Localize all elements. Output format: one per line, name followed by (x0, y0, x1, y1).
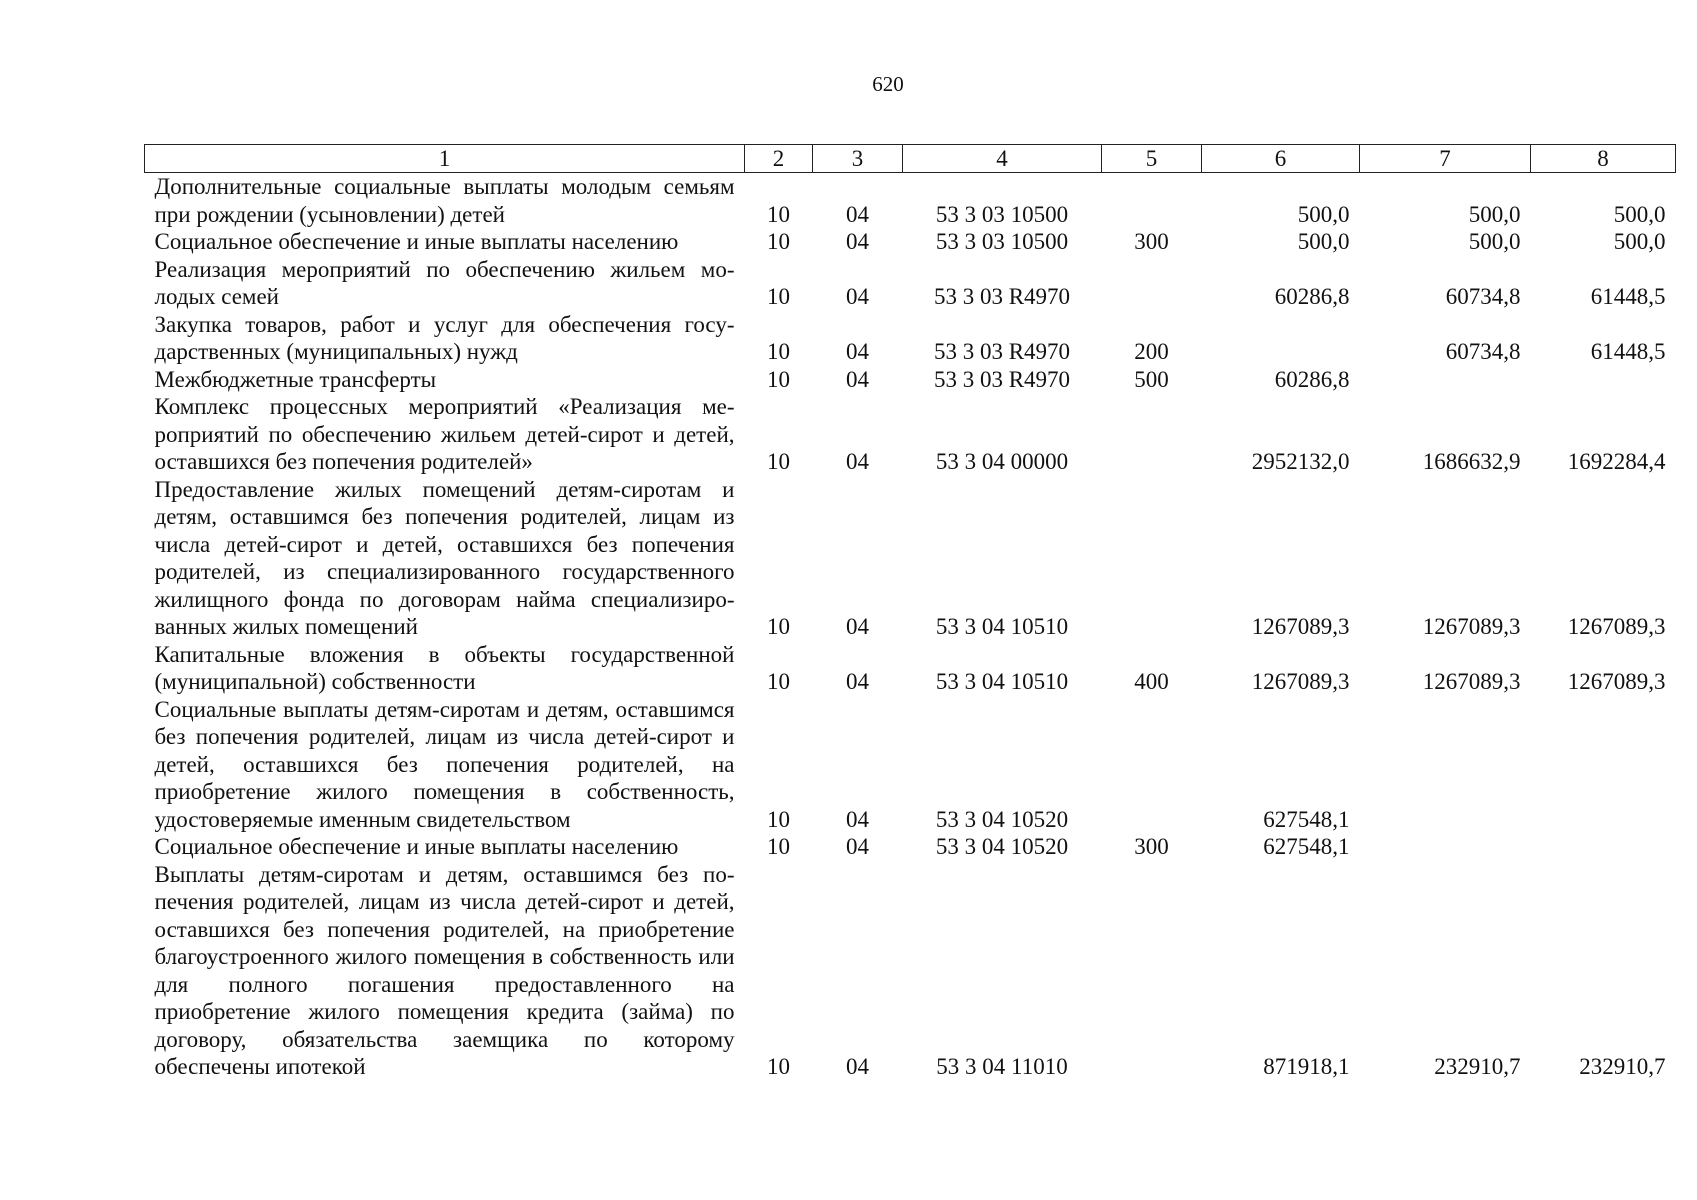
row-subsection: 04 (846, 669, 869, 694)
row-section: 10 (767, 339, 790, 364)
row-amount-col-6: 500,0 (1297, 201, 1350, 227)
row-expense-type: 200 (1134, 339, 1169, 364)
row-amount-col-8: 1692284,4 (1567, 449, 1666, 474)
row-expense-type (1102, 256, 1202, 311)
table-row (145, 641, 1676, 696)
row-target-code: 53 3 04 10510 (935, 669, 1069, 694)
row-amount-col-7: 60734,8 (1445, 339, 1521, 364)
row-amount-col-7 (1360, 366, 1531, 394)
row-amount-col-6: 500,0 (1297, 229, 1350, 254)
row-amount-col-8: 232910,7 (1579, 1054, 1666, 1079)
row-target-code: 53 3 03 R4970 (933, 339, 1071, 364)
row-name: Социальные выплаты детям-сиротам и детям, оставшимся без попечения родителей, лицам из числа детей-сирот и детей, оставшихся без попечения родителей, на приобретение жилого помещения в собственность, удостоверяемые именным свидетельством (154, 696, 735, 832)
row-amount-col-6 (1202, 311, 1360, 366)
table-row (145, 228, 1676, 256)
header-col-4: 4 (903, 145, 1102, 173)
row-section: 10 (767, 366, 790, 392)
row-section: 10 (767, 284, 790, 309)
row-target-code: 53 3 04 11010 (936, 1054, 1068, 1079)
table-row (145, 861, 1676, 1081)
row-name: Комплекс процессных мероприятий «Реализация мероприятий по обеспечению жильем детей-сирот и детей, оставшихся без попечения родителей» (154, 394, 735, 474)
row-amount-col-7: 1267089,3 (1422, 614, 1521, 639)
row-subsection: 04 (846, 614, 869, 639)
row-target-code: 53 3 03 10500 (935, 229, 1069, 254)
row-target-code: 53 3 03 10500 (935, 201, 1069, 227)
row-section: 10 (767, 229, 790, 254)
row-subsection: 04 (846, 201, 869, 227)
row-expense-type: 500 (1134, 366, 1169, 392)
page-number: 620 (872, 72, 904, 96)
row-amount-col-6: 627548,1 (1263, 806, 1350, 832)
row-target-code: 53 3 04 10510 (935, 614, 1069, 639)
table-row (145, 256, 1676, 311)
table-row (145, 311, 1676, 366)
row-section: 10 (767, 614, 790, 639)
row-amount-col-6: 60286,8 (1274, 366, 1350, 392)
row-amount-col-8 (1531, 833, 1676, 861)
row-expense-type: 300 (1134, 834, 1169, 859)
row-name: Закупка товаров, работ и услуг для обеспечения государственных (муниципальных) нужд (154, 311, 735, 364)
header-col-2: 2 (745, 145, 813, 173)
row-section: 10 (767, 806, 790, 832)
row-subsection: 04 (846, 806, 869, 832)
row-amount-col-8: 1267089,3 (1567, 669, 1666, 694)
row-name: Капитальные вложения в объекты государственной (муниципальной) собственности (154, 641, 735, 694)
row-amount-col-7 (1360, 833, 1531, 861)
row-name: Предоставление жилых помещений детям-сиротам и детям, оставшимся без попечения родителей, лицам из числа детей-сирот и детей, оставшихся без попечения родителей, из специализированного государственного жилищного фонда по договорам найма специализированных жилых помещений (154, 476, 735, 639)
row-name: Социальное обеспечение и иные выплаты населению (154, 229, 679, 254)
row-section: 10 (767, 1054, 790, 1079)
row-target-code: 53 3 04 10520 (935, 806, 1069, 832)
row-amount-col-7: 60734,8 (1445, 284, 1521, 309)
row-subsection: 04 (846, 339, 869, 364)
row-section: 10 (767, 834, 790, 859)
row-amount-col-6: 1267089,3 (1251, 669, 1350, 694)
header-col-7: 7 (1360, 145, 1531, 173)
row-amount-col-8 (1531, 366, 1676, 394)
row-name: Выплаты детям-сиротам и детям, оставшимся без попечения родителей, лицам из числа детей-сирот и детей, оставшихся без попечения родителей, на приобретение благоустроенного жилого помещения в собственность или для полного погашения предоставленного на приобретение жилого помещения кредита (займа) по договору, обязательства заемщика по которому обеспечены ипотекой (154, 861, 735, 1079)
row-subsection: 04 (846, 834, 869, 859)
table-row (145, 476, 1676, 641)
row-subsection: 04 (846, 366, 869, 392)
row-amount-col-7 (1360, 696, 1531, 834)
row-section: 10 (767, 449, 790, 474)
row-amount-col-8: 500,0 (1613, 201, 1666, 227)
header-col-8: 8 (1531, 145, 1676, 173)
row-amount-col-7: 500,0 (1468, 229, 1521, 254)
row-amount-col-6: 2952132,0 (1251, 449, 1350, 474)
row-expense-type (1102, 861, 1202, 1081)
row-amount-col-7: 1686632,9 (1422, 449, 1521, 474)
row-target-code: 53 3 04 00000 (935, 449, 1069, 474)
row-expense-type (1102, 173, 1202, 229)
row-amount-col-8 (1531, 696, 1676, 834)
row-expense-type: 400 (1134, 669, 1169, 694)
row-amount-col-8: 61448,5 (1590, 284, 1666, 309)
header-col-3: 3 (813, 145, 903, 173)
row-expense-type (1102, 393, 1202, 476)
row-name: Реализация мероприятий по обеспечению жильем молодых семей (154, 256, 735, 309)
row-amount-col-8: 1267089,3 (1567, 614, 1666, 639)
table-row (145, 833, 1676, 861)
row-subsection: 04 (846, 449, 869, 474)
row-subsection: 04 (846, 229, 869, 254)
row-amount-col-6: 871918,1 (1263, 1054, 1350, 1079)
row-amount-col-8: 500,0 (1613, 229, 1666, 254)
row-amount-col-6: 627548,1 (1263, 834, 1350, 859)
row-target-code: 53 3 04 10520 (935, 834, 1069, 859)
header-col-5: 5 (1102, 145, 1202, 173)
table-row (145, 173, 1676, 229)
budget-table (144, 144, 1676, 1081)
row-target-code: 53 3 03 R4970 (933, 284, 1071, 309)
row-subsection: 04 (846, 1054, 869, 1079)
row-section: 10 (767, 201, 790, 227)
row-amount-col-6: 1267089,3 (1251, 614, 1350, 639)
row-amount-col-8: 61448,5 (1590, 339, 1666, 364)
header-col-1: 1 (145, 145, 745, 173)
header-col-6: 6 (1202, 145, 1360, 173)
table-header-row (145, 145, 1676, 173)
row-target-code: 53 3 03 R4970 (933, 366, 1071, 392)
row-name: Межбюджетные трансферты (154, 366, 437, 392)
row-name: Дополнительные социальные выплаты молодым семьям при рождении (усыновлении) детей (154, 174, 735, 227)
budget-table-container (144, 144, 1675, 1081)
table-row (145, 696, 1676, 834)
row-amount-col-7: 500,0 (1468, 201, 1521, 227)
row-expense-type (1102, 696, 1202, 834)
table-row (145, 366, 1676, 394)
row-expense-type (1102, 476, 1202, 641)
row-expense-type: 300 (1134, 229, 1169, 254)
table-body (145, 173, 1676, 1081)
row-section: 10 (767, 669, 790, 694)
row-subsection: 04 (846, 284, 869, 309)
row-amount-col-7: 1267089,3 (1422, 669, 1521, 694)
table-row (145, 393, 1676, 476)
row-name: Социальное обеспечение и иные выплаты населению (154, 834, 679, 859)
row-amount-col-6: 60286,8 (1274, 284, 1350, 309)
row-amount-col-7: 232910,7 (1434, 1054, 1521, 1079)
